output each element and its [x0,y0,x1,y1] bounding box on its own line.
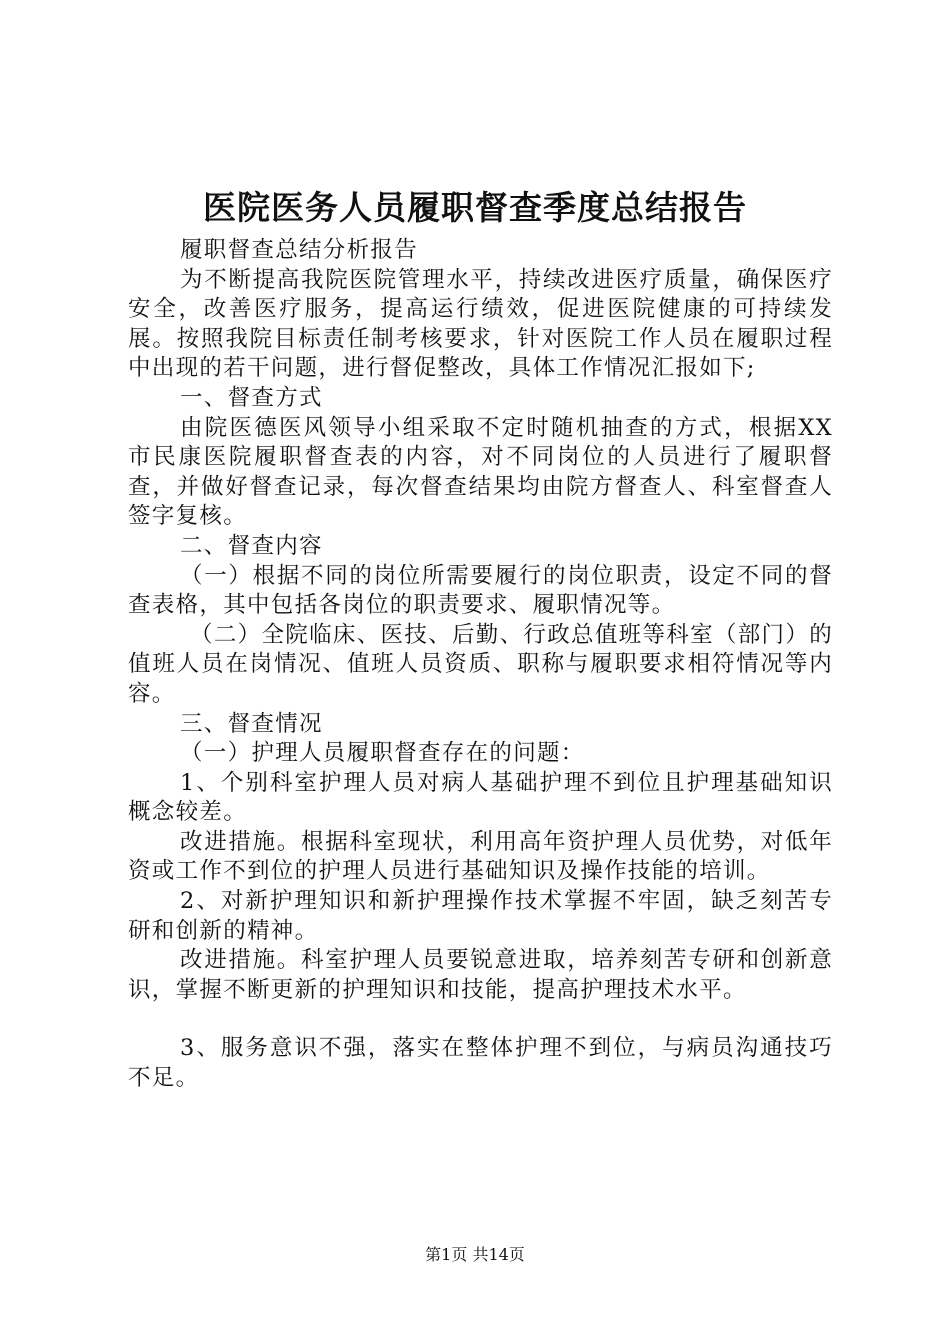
paragraph-gap [128,1005,833,1034]
page-footer: 第1页 共14页 [425,1245,525,1264]
paragraph-subtitle: 履职督查总结分析报告 [180,237,419,263]
problem-item-3: 3、服务意识不强，落实在整体护理不到位，与病员沟通技巧不足。 [128,1035,833,1092]
problem-item-1: 1、个别科室护理人员对病人基础护理不到位且护理基础知识概念较差。 [128,769,833,826]
section-heading-1: 一、督查方式 [180,384,323,411]
section-heading-3: 三、督查情况 [180,710,323,737]
paragraph-content-1: （一）根据不同的岗位所需要履行的岗位职责，设定不同的督查表格，其中包括各岗位的职责要求、履职情况等。 [128,562,833,619]
improvement-measure-1: 改进措施。根据科室现状，利用高年资护理人员优势，对低年资或工作不到位的护理人员进行基础知识及操作技能的培训。 [128,828,833,885]
document-title: 医院医务人员履职督查季度总结报告 [203,188,747,227]
improvement-measure-2: 改进措施。科室护理人员要锐意进取，培养刻苦专研和创新意识，掌握不断更新的护理知识和技能，提高护理技术水平。 [128,947,833,1003]
paragraph-content-2: （二）全院临床、医技、后勤、行政总值班等科室（部门）的值班人员在岗情况、值班人员资质、职称与履职要求相符情况等内容。 [128,621,833,707]
section-heading-2: 二、督查内容 [180,532,323,559]
paragraph-method: 由院医德医风领导小组采取不定时随机抽查的方式，根据XX市民康医院履职督查表的内容，对不同岗位的人员进行了履职督查，并做好督查记录，每次督查结果均由院方督查人、科室督查人签字复核。 [128,414,833,530]
problem-item-2: 2、对新护理知识和新护理操作技术掌握不牢固，缺乏刻苦专研和创新的精神。 [128,888,833,944]
subsection-heading-nursing: （一）护理人员履职督查存在的问题： [180,740,585,767]
paragraph-intro: 为不断提高我院医院管理水平，持续改进医疗质量，确保医疗安全，改善医疗服务，提高运行绩效，促进医院健康的可持续发展。按照我院目标责任制考核要求，针对医院工作人员在履职过程中出现的若干问题，进行督促整改，具体工作情况汇报如下; [128,266,833,382]
document-body [128,236,833,1094]
